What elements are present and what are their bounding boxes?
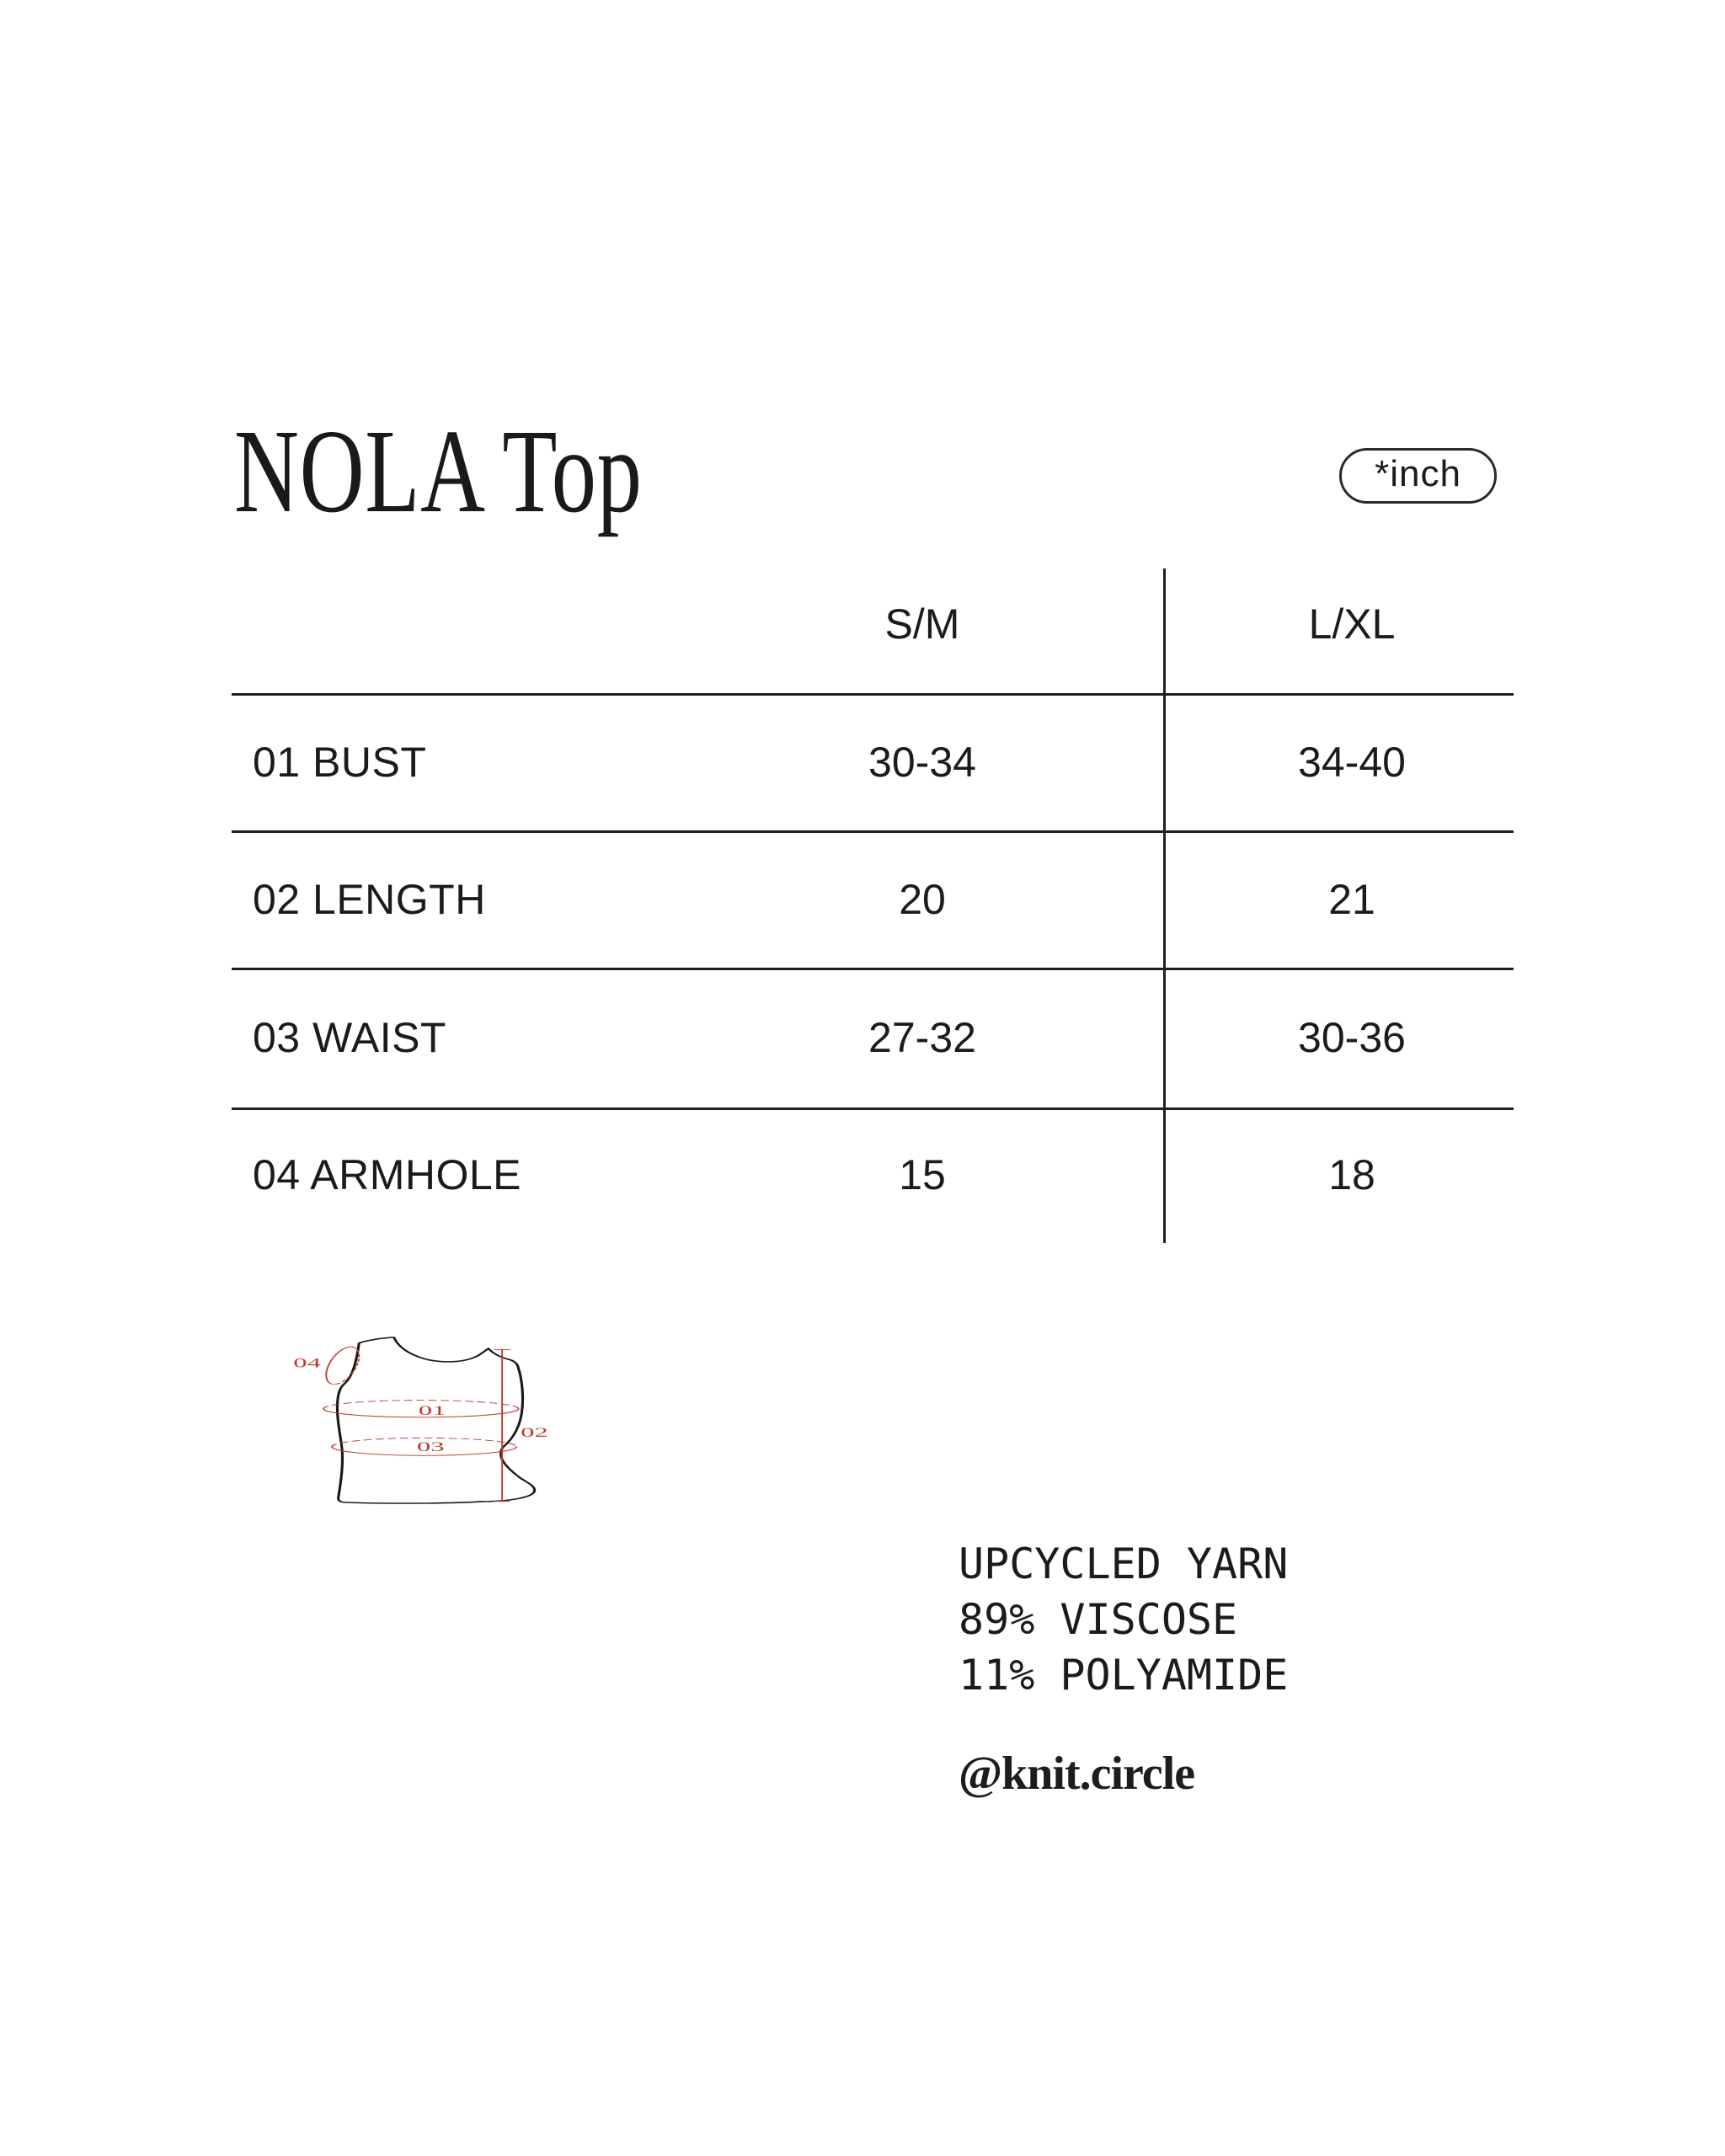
row-label: 03 WAIST xyxy=(253,1014,446,1061)
materials-line-2: 89% VISCOSE xyxy=(959,1595,1238,1644)
table-row xyxy=(232,968,1514,1107)
row-label: 04 ARMHOLE xyxy=(253,1151,522,1198)
size-table xyxy=(232,568,1514,1246)
column-header-sm: S/M xyxy=(884,600,960,648)
unit-badge-label: *inch xyxy=(1375,453,1461,494)
table-row xyxy=(232,693,1514,830)
table-row xyxy=(232,1107,1514,1242)
table-row xyxy=(232,830,1514,968)
length-label: 02 xyxy=(521,1424,548,1440)
row-value-lxl: 30-36 xyxy=(1298,1014,1406,1061)
social-handle: @knit.circle xyxy=(959,1748,1195,1800)
row-value-lxl: 18 xyxy=(1328,1151,1375,1198)
tank-top-outline xyxy=(337,1337,534,1503)
page-title: NOLA Top xyxy=(234,404,643,537)
materials-line-3: 11% POLYAMIDE xyxy=(959,1651,1289,1700)
length-measure-line xyxy=(494,1349,510,1501)
bust-label: 01 xyxy=(418,1402,446,1418)
row-label: 02 LENGTH xyxy=(253,875,486,923)
unit-badge xyxy=(1339,448,1497,504)
row-value-sm: 27-32 xyxy=(868,1014,976,1061)
materials-line-1: UPCYCLED YARN xyxy=(959,1540,1289,1588)
row-value-lxl: 21 xyxy=(1328,875,1375,923)
row-value-sm: 30-34 xyxy=(868,738,976,786)
row-value-sm: 20 xyxy=(899,875,946,923)
column-header-lxl: L/XL xyxy=(1308,600,1396,648)
armhole-label: 04 xyxy=(293,1355,321,1371)
waist-label: 03 xyxy=(416,1438,445,1454)
row-label: 01 BUST xyxy=(253,738,427,786)
row-value-sm: 15 xyxy=(899,1151,946,1198)
row-value-lxl: 34-40 xyxy=(1298,738,1406,786)
garment-diagram xyxy=(278,1331,750,1920)
materials-block xyxy=(959,1536,1288,1703)
